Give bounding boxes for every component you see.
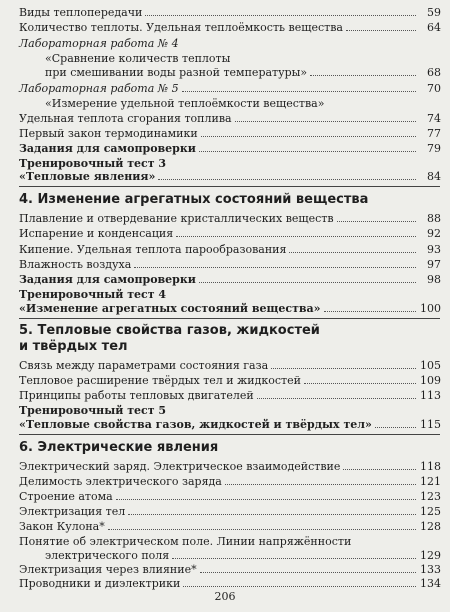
- toc-entry-title: Тепловое расширение твёрдых тел и жидкостей: [19, 374, 301, 387]
- toc-entry-self-check: [19, 273, 441, 286]
- dot-leader: [172, 558, 416, 559]
- toc-entry-title: Строение атома: [19, 490, 113, 503]
- toc-entry-page: 118: [420, 460, 441, 473]
- dot-leader: [304, 383, 416, 384]
- dot-leader: [200, 572, 416, 573]
- toc-entry-test: [19, 302, 441, 315]
- toc-entry-page: 98: [427, 273, 441, 286]
- toc-entry-title-line1: Понятие об электрическом поле. Линии напряжённости: [19, 535, 352, 548]
- toc-entry-title: Электризация через влияние*: [19, 563, 197, 576]
- toc-entry-test: [19, 418, 441, 431]
- toc-entry: [19, 505, 441, 518]
- toc-entry-page: 105: [420, 359, 441, 372]
- toc-entry-title: Виды теплопередачи: [19, 6, 143, 19]
- dot-leader: [176, 236, 416, 237]
- toc-entry-title: Удельная теплота сгорания топлива: [19, 112, 232, 125]
- toc-entry-title: Кипение. Удельная теплота парообразования: [19, 243, 287, 256]
- toc-entry: [19, 258, 441, 271]
- toc-entry-title: Задания для самопроверки: [19, 273, 196, 286]
- toc-entry-page: 134: [420, 577, 441, 590]
- dot-leader: [324, 311, 416, 312]
- toc-entry-title: электрического поля: [45, 549, 170, 562]
- lab-work-4-heading: Лабораторная работа № 4: [19, 37, 179, 50]
- dot-leader: [116, 499, 416, 500]
- toc-entry-title: Испарение и конденсация: [19, 227, 174, 240]
- dot-leader: [271, 368, 416, 369]
- page-number: 206: [214, 590, 236, 603]
- dot-leader: [337, 221, 416, 222]
- dot-leader: [225, 484, 416, 485]
- toc-entry: [19, 389, 441, 402]
- toc-entry: [45, 66, 441, 79]
- dot-leader: [310, 75, 416, 76]
- toc-entry-title: Проводники и диэлектрики: [19, 577, 181, 590]
- chapter-5-heading-line1: 5. Тепловые свойства газов, жидкостей: [19, 323, 320, 338]
- toc-entry-title: Закон Кулона*: [19, 520, 105, 533]
- dot-leader: [183, 586, 416, 587]
- toc-entry-page: 59: [427, 6, 441, 19]
- toc-entry-page: 79: [427, 142, 441, 155]
- dot-leader: [257, 398, 416, 399]
- toc-entry: [19, 243, 441, 256]
- dot-leader: [235, 121, 416, 122]
- toc-entry-page: 113: [420, 389, 441, 402]
- toc-entry: [19, 374, 441, 387]
- toc-entry-title: Задания для самопроверки: [19, 142, 196, 155]
- toc-entry-page: 92: [427, 227, 441, 240]
- toc-entry-page: 133: [420, 563, 441, 576]
- toc-entry-page: 88: [427, 212, 441, 225]
- toc-entry-page: 109: [420, 374, 441, 387]
- toc-entry: [19, 21, 441, 34]
- toc-entry-page: 74: [427, 112, 441, 125]
- toc-entry-page: 84: [427, 170, 441, 183]
- toc-entry-title: Первый закон термодинамики: [19, 127, 198, 140]
- test-3-heading: Тренировочный тест 3: [19, 157, 167, 170]
- dot-leader: [289, 252, 416, 253]
- dot-leader: [346, 30, 416, 31]
- toc-entry: [19, 359, 441, 372]
- toc-entry: [19, 227, 441, 240]
- toc-entry-title: «Тепловые явления»: [19, 170, 156, 183]
- toc-entry-title: Плавление и отвердевание кристаллических веществ: [19, 212, 334, 225]
- chapter-6-heading: 6. Электрические явления: [19, 440, 219, 455]
- dot-leader: [145, 15, 416, 16]
- lab-work-4-title-line1: «Сравнение количеств теплоты: [45, 52, 231, 65]
- toc-entry-title: Электризация тел: [19, 505, 126, 518]
- toc-entry-page: 97: [427, 258, 441, 271]
- chapter-5-heading-line2: и твёрдых тел: [19, 339, 128, 354]
- toc-entry: [45, 549, 441, 562]
- toc-entry-page: 128: [420, 520, 441, 533]
- dot-leader: [201, 136, 416, 137]
- section-divider: [19, 186, 440, 187]
- toc-entry-title: Влажность воздуха: [19, 258, 132, 271]
- toc-entry-page: 70: [427, 82, 441, 95]
- test-4-heading: Тренировочный тест 4: [19, 288, 167, 301]
- toc-entry-title: Делимость электрического заряда: [19, 475, 222, 488]
- toc-entry: [19, 520, 441, 533]
- toc-entry: [19, 475, 441, 488]
- toc-entry: [19, 577, 441, 590]
- toc-entry-page: 77: [427, 127, 441, 140]
- toc-entry-page: 68: [427, 66, 441, 79]
- toc-entry: [19, 127, 441, 140]
- toc-entry-title: при смешивании воды разной температуры»: [45, 66, 308, 79]
- section-divider: [19, 434, 440, 435]
- toc-entry-test: [19, 170, 441, 183]
- dot-leader: [134, 267, 416, 268]
- toc-entry-self-check: [19, 142, 441, 155]
- toc-entry-title: Лабораторная работа № 5: [19, 82, 179, 95]
- toc-entry: [19, 112, 441, 125]
- toc-entry: [19, 460, 441, 473]
- toc-entry-title: Связь между параметрами состояния газа: [19, 359, 269, 372]
- dot-leader: [199, 282, 416, 283]
- toc-entry: [19, 6, 441, 19]
- toc-entry: [19, 490, 441, 503]
- toc-entry-title: Количество теплоты. Удельная теплоёмкость вещества: [19, 21, 343, 34]
- dot-leader: [158, 179, 416, 180]
- test-5-heading: Тренировочный тест 5: [19, 404, 167, 417]
- lab-work-5-heading: [19, 82, 441, 95]
- toc-entry-page: 129: [420, 549, 441, 562]
- toc-entry-page: 123: [420, 490, 441, 503]
- toc-entry: [19, 212, 441, 225]
- toc-entry-title: Электрический заряд. Электрическое взаимодействие: [19, 460, 341, 473]
- toc-entry-title: «Тепловые свойства газов, жидкостей и твёрдых тел»: [19, 418, 372, 431]
- dot-leader: [128, 514, 416, 515]
- toc-entry-title: Принципы работы тепловых двигателей: [19, 389, 254, 402]
- toc-entry-page: 100: [420, 302, 441, 315]
- dot-leader: [182, 91, 416, 92]
- toc-entry-page: 121: [420, 475, 441, 488]
- dot-leader: [343, 469, 416, 470]
- toc-entry-page: 64: [427, 21, 441, 34]
- dot-leader: [199, 151, 416, 152]
- toc-entry-page: 125: [420, 505, 441, 518]
- lab-work-5-title: «Измерение удельной теплоёмкости вещества»: [45, 97, 325, 110]
- toc-entry: [19, 563, 441, 576]
- toc-entry-title: «Изменение агрегатных состояний вещества»: [19, 302, 321, 315]
- chapter-4-heading: 4. Изменение агрегатных состояний вещества: [19, 192, 369, 207]
- toc-entry-page: 115: [420, 418, 441, 431]
- dot-leader: [108, 529, 416, 530]
- toc-entry-page: 93: [427, 243, 441, 256]
- section-divider: [19, 318, 440, 319]
- dot-leader: [375, 427, 416, 428]
